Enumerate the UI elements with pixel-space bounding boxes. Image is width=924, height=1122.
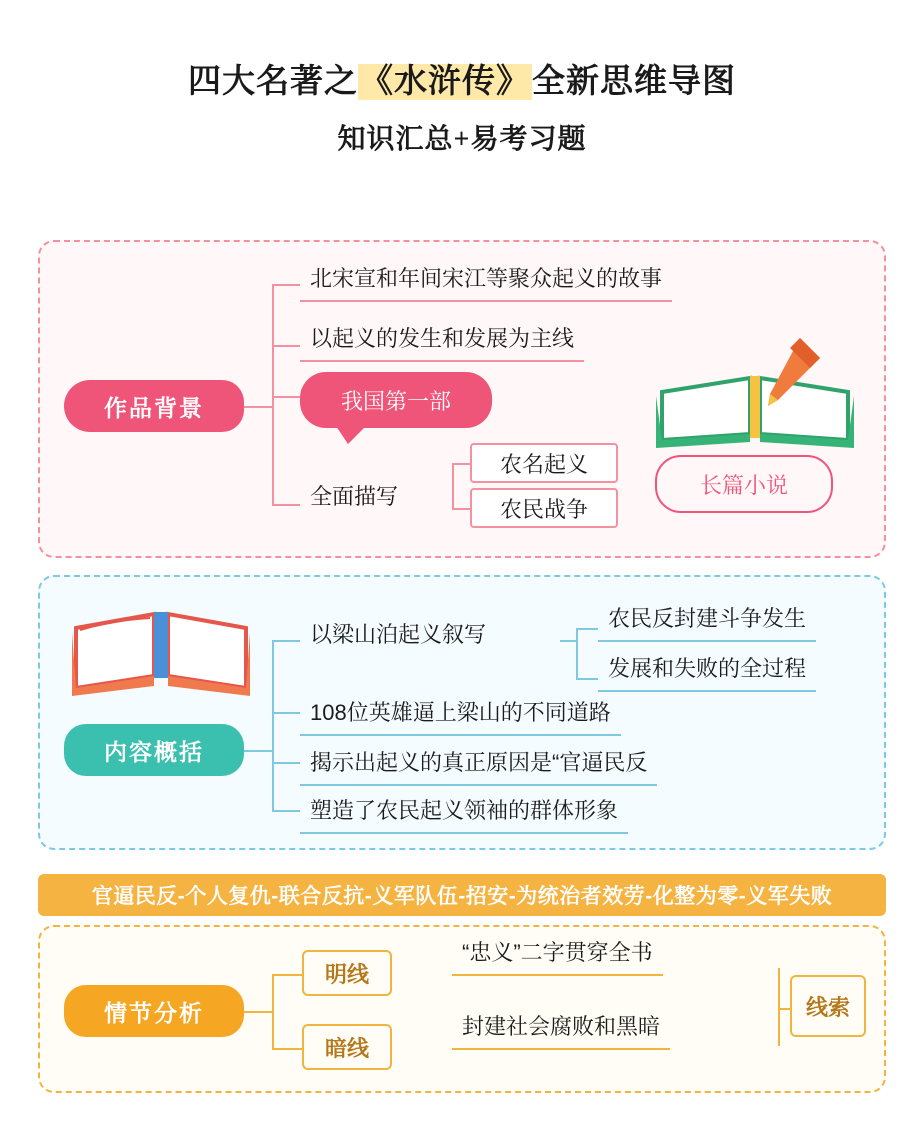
branch-background-2: 以起义的发生和发展为主线 — [300, 318, 584, 362]
root-node-plot[interactable]: 情节分析 — [64, 985, 244, 1037]
connector-item-4 — [272, 504, 300, 506]
branch-background-3: 全面描写 — [310, 484, 399, 509]
branch-content-4: 塑造了农民起义领袖的群体形象 — [300, 790, 628, 834]
title-highlight: 《水浒传》 — [360, 64, 530, 100]
connector-content-4 — [272, 810, 300, 812]
connector-content-1 — [272, 640, 300, 642]
open-book-icon — [66, 600, 256, 700]
pill-long-novel[interactable]: 长篇小说 — [655, 455, 833, 513]
connector-box-2 — [452, 508, 470, 510]
branch-content-sub-1: 农民反封建斗争发生 — [598, 598, 816, 642]
branch-content-1: 以梁山泊起义叙写 — [310, 622, 487, 647]
connector-item-2 — [272, 345, 300, 347]
connector-root-plot — [244, 1011, 274, 1013]
bubble-first-of-country[interactable]: 我国第一部 — [300, 372, 492, 428]
connector-plot-2 — [272, 1048, 302, 1050]
connector-item-1 — [272, 284, 300, 286]
connector-clue-link — [778, 1008, 790, 1010]
connector-root-content — [244, 750, 274, 752]
connector-sub-2 — [576, 678, 598, 680]
title-suffix: 全新思维导图 — [532, 64, 736, 100]
box-peasant-uprising[interactable]: 农名起义 — [470, 443, 618, 483]
branch-background-1: 北宋宣和年间宋江等聚众起义的故事 — [300, 258, 672, 302]
root-node-content[interactable]: 内容概括 — [64, 724, 244, 776]
connector-sub-1 — [576, 628, 598, 630]
connector-content-2 — [272, 712, 300, 714]
summary-strip: 官逼民反-个人复仇-联合反抗-义军队伍-招安-为统治者效劳-化整为零-义军失败 — [38, 874, 886, 916]
root-node-background[interactable]: 作品背景 — [64, 380, 244, 432]
branch-plot-text-2: 封建社会腐败和黑暗 — [452, 1006, 670, 1050]
connector-item-3 — [272, 396, 300, 398]
title-prefix: 四大名著之 — [188, 64, 358, 100]
branch-plot-text-1: “忠义”二字贯穿全书 — [452, 932, 663, 976]
page-title — [0, 0, 924, 157]
book-pen-icon — [650, 330, 860, 450]
branch-content-2: 108位英雄逼上梁山的不同道路 — [300, 692, 621, 736]
connector-sub-link — [560, 640, 578, 642]
connector-root-background — [244, 406, 274, 408]
connector-boxes-vertical — [452, 463, 454, 508]
connector-plot-1 — [272, 974, 302, 976]
box-clue[interactable]: 线索 — [790, 975, 866, 1037]
box-peasant-war[interactable]: 农民战争 — [470, 488, 618, 528]
connector-vertical-content — [272, 640, 274, 810]
connector-sub-vertical — [576, 628, 578, 678]
connector-vertical-background — [272, 284, 274, 504]
box-dark-line[interactable]: 暗线 — [302, 1024, 392, 1070]
connector-clue-vertical — [778, 968, 780, 1046]
title-line-1 — [0, 62, 924, 103]
title-line-2: 知识汇总+易考习题 — [337, 124, 587, 156]
connector-box-1 — [452, 463, 470, 465]
branch-content-3: 揭示出起义的真正原因是“官逼民反 — [300, 742, 657, 786]
branch-content-sub-2: 发展和失败的全过程 — [598, 648, 816, 692]
connector-content-3 — [272, 762, 300, 764]
box-bright-line[interactable]: 明线 — [302, 950, 392, 996]
